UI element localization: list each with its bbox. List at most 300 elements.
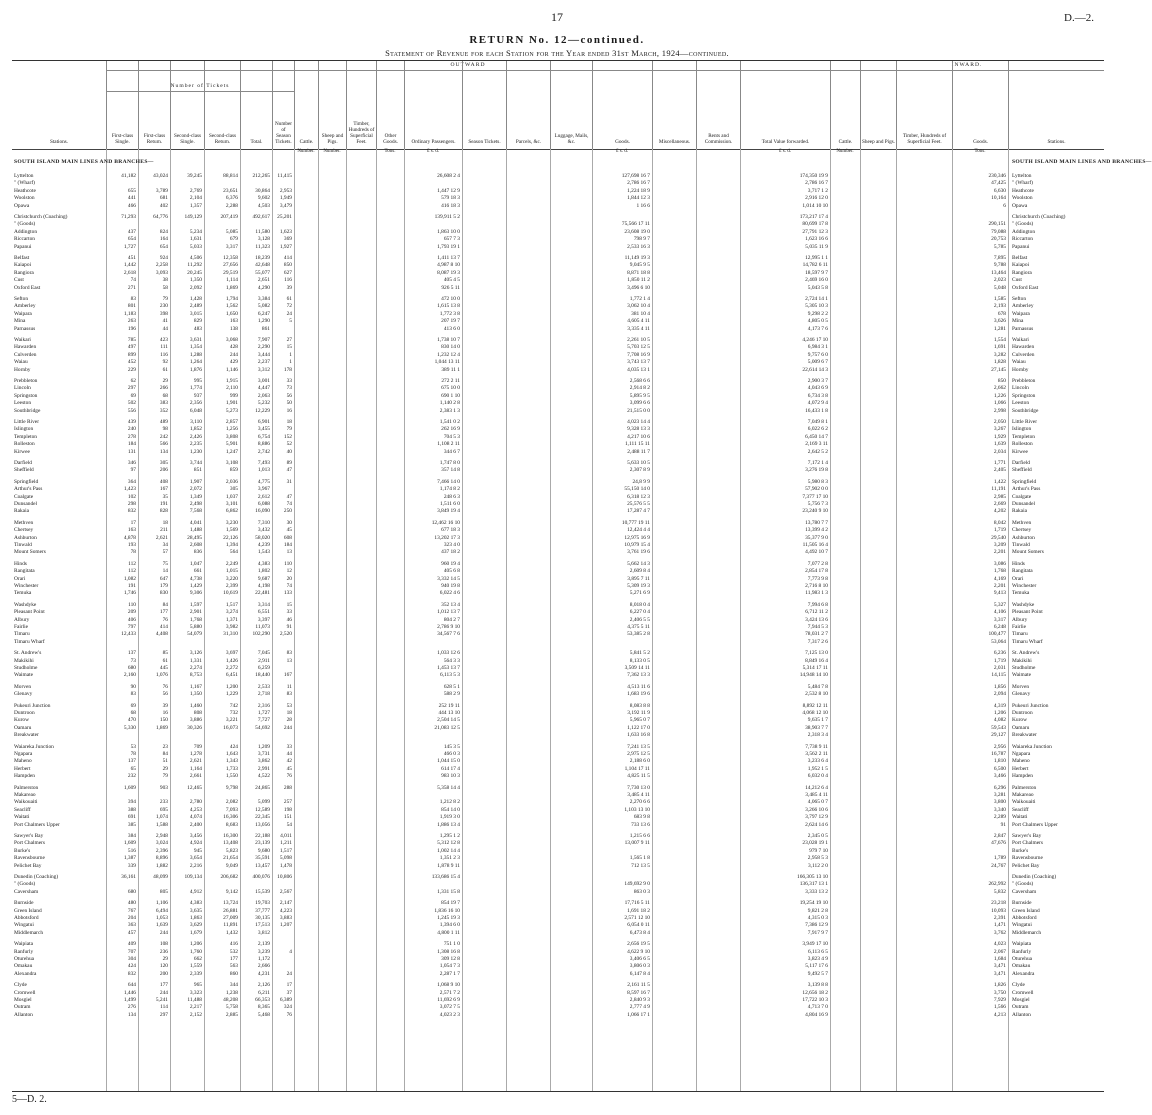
cell-first-return: 177 [159, 982, 168, 989]
cell-first-single: 439 [127, 419, 136, 425]
cell-in-goods: 2,289 [993, 814, 1006, 821]
station-name: Cust [14, 277, 24, 284]
cell-ordinary: 272 2 11 [441, 378, 460, 384]
cell-ordinary: 6,022 4 6 [439, 590, 460, 597]
cell-ordinary: 960 19 4 [441, 560, 460, 567]
cell-season-count: 250 [283, 508, 292, 515]
header-in-cattle: Cattle. [838, 139, 853, 145]
cell-total: 19,703 [255, 900, 270, 907]
table-row [12, 1004, 1104, 1011]
cell-second-single: 30,326 [187, 724, 202, 731]
cell-total: 9,602 [257, 195, 270, 202]
cell-in-goods: 3,317 [993, 616, 1006, 623]
cell-first-return: 233 [159, 799, 168, 806]
cell-season-count: 12 [286, 568, 292, 575]
station-name: Oamaru [14, 724, 32, 731]
cell-total-value: 9,757 6 0 [807, 351, 828, 358]
cell-first-return: 8,896 [155, 855, 168, 862]
cell-goods: 4,375 5 11 [627, 624, 650, 630]
cell-total: 35,591 [255, 855, 270, 862]
cell-second-return: 1,869 [225, 284, 238, 291]
station-name: Heathcote [14, 187, 36, 194]
station-name-right: Belfast [1012, 255, 1028, 261]
cell-total-value: 3,797 12 9 [805, 814, 828, 821]
station-name-right: Lincoln [1012, 385, 1029, 392]
cell-goods: 25,576 5 5 [627, 501, 650, 507]
cell-total: 2,316 [257, 702, 270, 709]
unit-in-cattle: Number. [836, 149, 854, 154]
cell-goods: 7,362 13 3 [627, 672, 650, 679]
station-name: Belfast [14, 255, 30, 261]
cell-first-return: 2,948 [155, 833, 168, 839]
cell-season-count: 44 [286, 751, 292, 757]
cell-first-single: 644 [127, 982, 136, 989]
cell-second-return: 3,317 [225, 243, 238, 250]
table-row [12, 609, 1104, 616]
station-name-right: Clyde [1012, 982, 1025, 989]
cell-second-single: 2,426 [189, 433, 202, 440]
cell-ordinary: 1,919 3 0 [439, 814, 460, 821]
table-row [12, 352, 1104, 359]
cell-first-return: 111 [160, 344, 168, 351]
cell-total-value: 4,805 0 5 [807, 318, 828, 325]
cell-total-value: 4,315 0 3 [807, 915, 828, 921]
cell-total-value: 13,399 4 2 [805, 527, 828, 534]
cell-total-value: 2,469 16 0 [805, 277, 828, 284]
station-name-right: Burke's [1012, 847, 1029, 854]
cell-total-value: 5,009 6 7 [807, 359, 828, 366]
cell-ordinary: 830 14 0 [441, 344, 460, 351]
cell-season-count: 5 [289, 318, 292, 325]
cell-total: 12,229 [255, 407, 270, 414]
cell-in-goods: 29,540 [991, 534, 1006, 541]
cell-goods: 3,099 6 6 [629, 400, 650, 407]
cell-second-return: 1,562 [225, 303, 238, 310]
header-season-tickets: Season Tickets. [468, 139, 501, 145]
cell-total: 6,551 [257, 609, 270, 616]
cell-goods: 4,513 11 6 [627, 683, 650, 690]
cell-in-goods: 1,719 [993, 657, 1006, 664]
cell-season-count: 17 [286, 982, 292, 989]
cell-total-value: 7,317 2 6 [807, 638, 828, 645]
cell-total: 1,543 [257, 549, 270, 556]
table-row [12, 408, 1104, 415]
cell-first-single: 131 [127, 448, 136, 455]
cell-in-goods: 3,471 [993, 970, 1006, 977]
cell-total: 37,777 [255, 907, 270, 914]
cell-first-return: 58 [162, 284, 168, 291]
cell-second-single: 2,235 [189, 441, 202, 448]
cell-ordinary: 1,411 13 7 [437, 255, 460, 261]
cell-second-return: 1,517 [225, 601, 238, 608]
cell-first-single: 516 [127, 847, 136, 854]
table-row [12, 590, 1104, 597]
station-name-right: Mount Somers [1012, 549, 1044, 556]
cell-ordinary: 1,453 13 7 [437, 665, 460, 671]
cell-season-count: 76 [286, 1011, 292, 1018]
cell-goods: 7,241 13 5 [627, 743, 650, 750]
cell-season-count: 83 [286, 691, 292, 698]
cell-second-single: 2,489 [189, 303, 202, 310]
cell-season-count: 73 [286, 385, 292, 392]
cell-season-count: 1,478 [279, 862, 292, 869]
cell-first-single: 691 [127, 814, 136, 821]
cell-first-return: 1,588 [155, 821, 168, 828]
cell-season-count: 56 [286, 392, 292, 399]
station-name-right: Waikouaiti [1012, 799, 1036, 806]
table-row [12, 214, 1104, 221]
cell-second-return: 1,432 [225, 929, 238, 936]
cell-second-return: 424 [229, 743, 238, 750]
cell-second-return: 3,808 [225, 433, 238, 440]
station-name: Port Chalmers Upper [14, 821, 60, 828]
cell-second-return: 1,238 [225, 989, 238, 996]
cell-first-return: 924 [159, 255, 168, 261]
table-row [12, 773, 1104, 780]
station-name: Rolleston [14, 441, 35, 448]
table-row [12, 180, 1104, 187]
cell-total: 2,651 [257, 277, 270, 284]
cell-total-value: 4,713 7 0 [807, 1004, 828, 1011]
cell-in-goods: 9,788 [993, 262, 1006, 269]
cell-season-count: 288 [283, 784, 292, 791]
cell-first-single: 785 [127, 337, 136, 343]
outward-group-label: OUTWARD [450, 62, 486, 68]
cell-ordinary: 145 3 5 [443, 743, 460, 750]
cell-total: 22,481 [255, 590, 270, 597]
cell-second-single: 3,654 [189, 855, 202, 862]
cell-second-return: 88,814 [223, 173, 238, 179]
station-name: Burke's [14, 847, 31, 854]
station-name: Lyttelton [14, 173, 34, 179]
cell-season-count: 24 [286, 970, 292, 977]
station-name: Waikouaiti [14, 799, 38, 806]
station-name-right: St. Andrew's [1012, 650, 1040, 657]
cell-first-return: 44 [162, 325, 168, 332]
cell-total-value: 9,635 1 7 [807, 717, 828, 724]
cell-second-single: 1,774 [189, 385, 202, 392]
cell-first-return: 3,093 [155, 269, 168, 276]
cell-ordinary: 405 6 8 [443, 568, 460, 575]
cell-total: 1,727 [257, 710, 270, 716]
cell-second-single: 4,253 [189, 806, 202, 813]
cell-first-return: 39 [162, 702, 168, 709]
cell-ordinary: 1,108 2 11 [437, 441, 460, 448]
cell-first-return: 177 [159, 609, 168, 616]
cell-total: 11,580 [255, 228, 270, 235]
cell-total-value: 2,958 5 3 [807, 855, 828, 862]
return-title: RETURN No. 12—continued. [469, 34, 645, 46]
cell-in-goods: 5,785 [993, 243, 1006, 250]
table-row [12, 922, 1104, 929]
cell-total: 6,211 [258, 989, 270, 996]
cell-first-return: 5,241 [155, 997, 168, 1003]
cell-goods: 863 0 3 [633, 888, 650, 895]
cell-total-value: 8,892 12 11 [802, 702, 828, 709]
station-name-right: Timaru [1012, 631, 1028, 638]
station-name: Duntroon [14, 710, 35, 716]
station-name: Abbotsford [14, 915, 39, 921]
cell-first-single: 480 [127, 900, 136, 907]
table-header [12, 61, 1104, 150]
cell-total: 55,077 [255, 269, 270, 276]
cell-goods: 3,192 11 9 [627, 710, 650, 716]
cell-second-single: 8,753 [189, 672, 202, 679]
cell-first-return: 76 [162, 616, 168, 623]
cell-season-count: 83 [286, 650, 292, 657]
station-name-right: Makikihi [1012, 657, 1032, 664]
cell-in-goods: 262,992 [988, 881, 1006, 888]
cell-total: 66,353 [255, 997, 270, 1003]
cell-total: 2,666 [257, 963, 270, 970]
cell-season-count: 52 [286, 441, 292, 448]
cell-total: 13,056 [255, 821, 270, 828]
cell-second-return: 1,200 [225, 683, 238, 690]
unit-ordinary: £ s. d. [427, 149, 439, 154]
cell-goods: 3,743 13 7 [627, 359, 650, 366]
cell-total: 30,864 [255, 187, 270, 194]
cell-in-goods: 5,327 [993, 601, 1006, 608]
cell-first-return: 84 [162, 601, 168, 608]
cell-second-single: 1,230 [189, 448, 202, 455]
cell-ordinary: 1,541 0 2 [439, 419, 460, 425]
cell-second-single: 2,608 [189, 542, 202, 548]
station-name: Ngapara [14, 751, 33, 757]
cell-season-count: 2,520 [279, 631, 292, 638]
cell-in-goods: 2,201 [993, 583, 1006, 589]
cell-first-return: 167 [159, 486, 168, 493]
station-name-right: Oxford East [1012, 284, 1039, 291]
cell-season-count: 45 [286, 527, 292, 534]
cell-first-return: 76 [162, 683, 168, 690]
unit-sheep: Number. [323, 149, 341, 154]
station-name-right: Mosgiel [1012, 997, 1030, 1003]
cell-second-return: 859 [229, 467, 238, 474]
station-name-right: Ashburton [1012, 534, 1035, 541]
cell-ordinary: 26,608 2 4 [437, 173, 460, 179]
cell-total-value: 979 7 10 [809, 847, 828, 854]
cell-second-single: 2,339 [189, 970, 202, 977]
cell-second-single: 2,901 [189, 609, 202, 616]
table-row [12, 785, 1104, 792]
cell-second-single: 1,288 [189, 351, 202, 358]
table-row [12, 881, 1104, 888]
station-name-right: Southbridge [1012, 407, 1039, 414]
cell-goods: 1,224 18 9 [627, 187, 650, 194]
cell-second-return: 344 [229, 982, 238, 989]
cell-second-single: 2,498 [189, 501, 202, 507]
table-row [12, 270, 1104, 277]
cell-first-single: 384 [127, 833, 136, 839]
cell-first-return: 1,076 [155, 672, 168, 679]
table-row [12, 173, 1104, 180]
station-name-right: Port Chalmers [1012, 840, 1043, 847]
cell-total: 2,063 [257, 392, 270, 399]
station-name: Omakau [14, 963, 33, 970]
station-name: Albury [14, 616, 30, 623]
cell-season-count: 608 [283, 534, 292, 541]
cell-total-value: 8,849 16 4 [805, 657, 828, 664]
cell-first-return: 92 [162, 359, 168, 366]
cell-first-return: 3,789 [155, 187, 168, 194]
cell-season-count: 1 [289, 351, 292, 358]
cell-second-single: 2,274 [189, 665, 202, 671]
station-name: Seacliff [14, 806, 31, 813]
station-name: Lincoln [14, 385, 31, 392]
cell-goods: 5,965 0 7 [629, 717, 650, 724]
cell-in-goods: 1,471 [993, 922, 1006, 929]
cell-total-value: 4,068 12 10 [802, 710, 828, 716]
station-name-right: Makareao [1012, 792, 1034, 798]
cell-second-return: 31,310 [223, 631, 238, 638]
cell-total: 7,045 [257, 650, 270, 657]
cell-first-return: 34 [162, 542, 168, 548]
cell-second-single: 1,349 [189, 493, 202, 500]
cell-second-return: 3,230 [225, 519, 238, 526]
table-row [12, 576, 1104, 583]
cell-ordinary: 804 2 7 [443, 616, 460, 623]
station-name: Glenavy [14, 691, 33, 698]
table-row [12, 703, 1104, 710]
cell-first-single: 112 [128, 560, 136, 567]
cell-second-return: 3,220 [225, 575, 238, 582]
cell-total-value: 4,246 17 10 [802, 337, 828, 343]
station-name: Papanui [14, 243, 32, 250]
cell-in-goods: 10,164 [991, 195, 1006, 202]
station-name: Kirwee [14, 448, 30, 455]
cell-first-return: 266 [159, 385, 168, 392]
table-row [12, 467, 1104, 474]
station-name: Allanton [14, 1011, 33, 1018]
cell-first-return: 828 [159, 508, 168, 515]
station-name: St. Andrew's [14, 650, 42, 657]
cell-second-single: 5,880 [189, 624, 202, 630]
cell-goods: 53,385 2 8 [627, 631, 650, 638]
station-name: Opawa [14, 202, 30, 209]
table-row [12, 874, 1104, 881]
cell-in-goods: 3,762 [993, 929, 1006, 936]
cell-second-single: 7,568 [189, 508, 202, 515]
cell-total-value: 4,173 7 6 [807, 325, 828, 332]
cell-season-count: 11 [286, 683, 292, 690]
cell-first-return: 3,024 [155, 840, 168, 847]
cell-ordinary: 352 13 4 [441, 601, 460, 608]
cell-ordinary: 983 10 3 [441, 773, 460, 780]
station-name: Waitati [14, 814, 30, 821]
cell-total-value: 9,492 5 7 [807, 970, 828, 977]
cell-total-value: 6,032 0 4 [807, 773, 828, 780]
cell-goods: 5,841 5 2 [629, 650, 650, 657]
station-name-right: Waipiata [1012, 941, 1032, 948]
table-row [12, 311, 1104, 318]
cell-goods: 5,271 6 9 [629, 590, 650, 597]
cell-total-value: 2,916 12 0 [805, 195, 828, 202]
cell-ordinary: 1,232 12 4 [437, 351, 460, 358]
cell-goods: 4,605 4 11 [627, 318, 650, 325]
header-stations-right: Stations. [1047, 139, 1066, 145]
station-name-right: Allanton [1012, 1011, 1031, 1018]
table-row [12, 195, 1104, 202]
table-row [12, 949, 1104, 956]
table-row [12, 1012, 1104, 1019]
cell-ordinary: 579 18 3 [441, 195, 460, 202]
cell-total: 11,323 [255, 243, 270, 250]
cell-ordinary: 6,113 5 3 [439, 672, 460, 679]
station-name: Mosgiel [14, 997, 32, 1003]
cell-first-single: 62 [130, 378, 136, 384]
cell-season-count: 3,479 [279, 202, 292, 209]
table-row [12, 672, 1104, 679]
cell-season-count: 1,517 [279, 847, 292, 854]
cell-first-single: 298 [127, 501, 136, 507]
cell-total: 4,775 [257, 478, 270, 485]
station-name-right: Heathcote [1012, 187, 1034, 194]
cell-total-value: 22,614 14 3 [802, 366, 828, 373]
cell-in-goods: 1,684 [993, 956, 1006, 962]
cell-second-single: 28,495 [187, 534, 202, 541]
cell-total-value: 4,065 0 7 [807, 799, 828, 806]
station-name-right: Middlemarch [1012, 929, 1042, 936]
cell-total: 3,001 [257, 378, 270, 384]
cell-total-value: 5,305 10 3 [805, 303, 828, 310]
table-row [12, 900, 1104, 907]
cell-total-value: 4,804 16 9 [805, 1011, 828, 1018]
cell-second-return: 2,288 [225, 202, 238, 209]
cell-first-single: 1,446 [123, 989, 136, 996]
cell-first-return: 2,621 [155, 534, 168, 541]
cell-goods: 3,496 6 10 [627, 284, 650, 291]
table-row [12, 602, 1104, 609]
station-name-right: Ravensbourne [1012, 855, 1043, 862]
cell-first-return: 18 [162, 519, 168, 526]
table-row [12, 908, 1104, 915]
cell-in-goods: 2,998 [993, 407, 1006, 414]
cell-ordinary: 1,245 19 3 [437, 915, 460, 921]
cell-goods: 381 10 4 [631, 310, 650, 317]
cell-total-value: 4,072 9 4 [807, 400, 828, 407]
cell-goods: 5,309 19 3 [627, 583, 650, 589]
cell-second-single: 2,769 [189, 187, 202, 194]
station-name-right: Timaru Wharf [1012, 638, 1043, 645]
station-name-right: Waitati [1012, 814, 1028, 821]
cell-in-goods: 8,042 [993, 519, 1006, 526]
cell-ordinary: 5,358 14 4 [437, 784, 460, 791]
cell-in-goods: 2,067 [993, 948, 1006, 955]
cell-goods: 24,8 9 9 [632, 478, 650, 485]
cell-goods: 2,975 12 5 [627, 751, 650, 757]
station-name: Palmerston [14, 784, 39, 791]
cell-first-single: 74 [130, 277, 136, 284]
station-name-right: " (Wharf) [1012, 180, 1033, 187]
cell-second-return: 1,901 [225, 400, 238, 407]
station-name-right: Culverden [1012, 351, 1035, 358]
tickets-group-label: Number of Tickets [170, 83, 230, 89]
cell-first-single: 83 [130, 691, 136, 698]
cell-total: 5,232 [257, 400, 270, 407]
cell-total-value: 18,597 9 7 [805, 269, 828, 276]
cell-first-single: 17 [130, 519, 136, 526]
cell-goods: 3,509 14 11 [624, 665, 650, 671]
cell-second-return: 2,399 [225, 583, 238, 589]
cell-ordinary: 1,295 1 2 [439, 833, 460, 839]
cell-total-value: 7,917 9 7 [807, 929, 828, 936]
cell-second-single: 965 [193, 982, 202, 989]
station-name: Oturehua [14, 956, 35, 962]
station-name-right: Seacliff [1012, 806, 1029, 813]
cell-first-return: 61 [162, 657, 168, 664]
cell-goods: 733 13 6 [631, 821, 650, 828]
cell-first-return: 75 [162, 560, 168, 567]
